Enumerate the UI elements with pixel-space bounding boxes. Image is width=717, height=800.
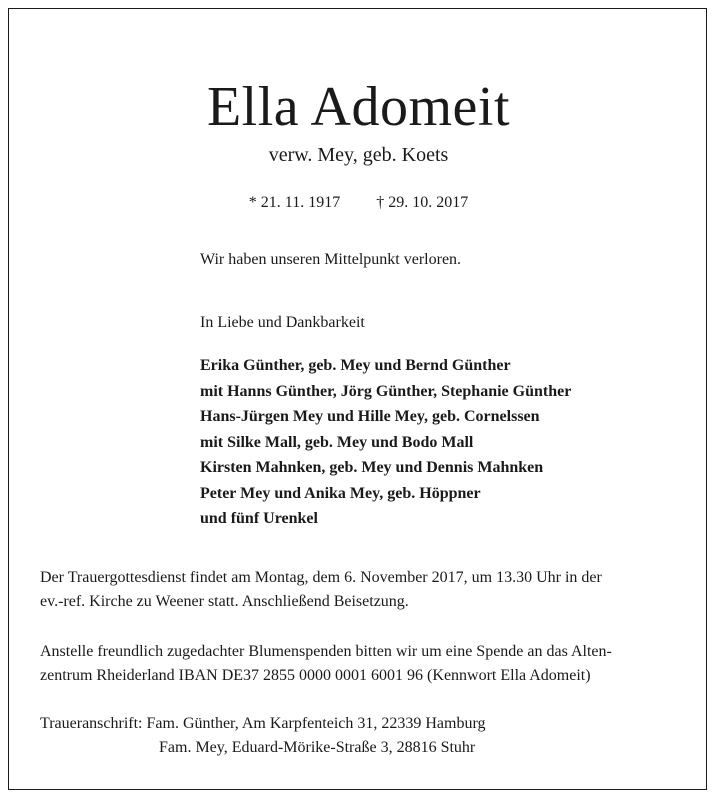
service-paragraph [40, 566, 602, 614]
mourner-line: mit Silke Mall, geb. Mey und Bodo Mall [200, 433, 474, 451]
mourning-address [40, 712, 486, 760]
donation-line: Anstelle freundlich zugedachter Blumenspenden bitten wir um eine Spende an das Alten- [40, 643, 612, 660]
mourner-line: Erika Günther, geb. Mey und Bernd Günther [200, 357, 511, 374]
address-label: Traueranschrift: [40, 715, 143, 732]
address-line: Fam. Mey, Eduard-Mörike-Straße 3, 28816 Stuhr [159, 739, 476, 756]
birth-date: * 21. 11. 1917 [248, 194, 341, 211]
address-line: Fam. Günther, Am Karpfenteich 31, 22339 Hamburg [146, 715, 486, 732]
mourner-line: Hans-Jürgen Mey und Hille Mey, geb. Cornelssen [200, 408, 540, 425]
life-dates [0, 193, 717, 212]
mourner-line: Peter Mey und Anika Mey, geb. Höppner [200, 484, 481, 502]
mourners-list [200, 353, 571, 532]
donation-line: zentrum Rheiderland IBAN DE37 2855 0000 0001 6001 96 (Kennwort Ella Adomeit) [40, 667, 591, 684]
donation-paragraph [40, 640, 612, 688]
service-line: Der Trauergottesdienst findet am Montag, dem 6. November 2017, um 13.30 Uhr in der [40, 569, 602, 586]
death-date: † 29. 10. 2017 [376, 194, 469, 211]
name-subtitle: verw. Mey, geb. Koets [268, 144, 449, 166]
deceased-name: Ella Adomeit [206, 76, 511, 138]
greeting-line: In Liebe und Dankbarkeit [200, 314, 365, 331]
mourner-line: Kirsten Mahnken, geb. Mey und Dennis Mahnken [200, 459, 544, 476]
mourner-line: und fünf Urenkel [200, 510, 318, 527]
mourner-line: mit Hanns Günther, Jörg Günther, Stephanie Günther [200, 382, 572, 400]
service-line: ev.-ref. Kirche zu Weener statt. Anschließend Beisetzung. [40, 593, 409, 610]
quote-line: Wir haben unseren Mittelpunkt verloren. [200, 251, 462, 268]
